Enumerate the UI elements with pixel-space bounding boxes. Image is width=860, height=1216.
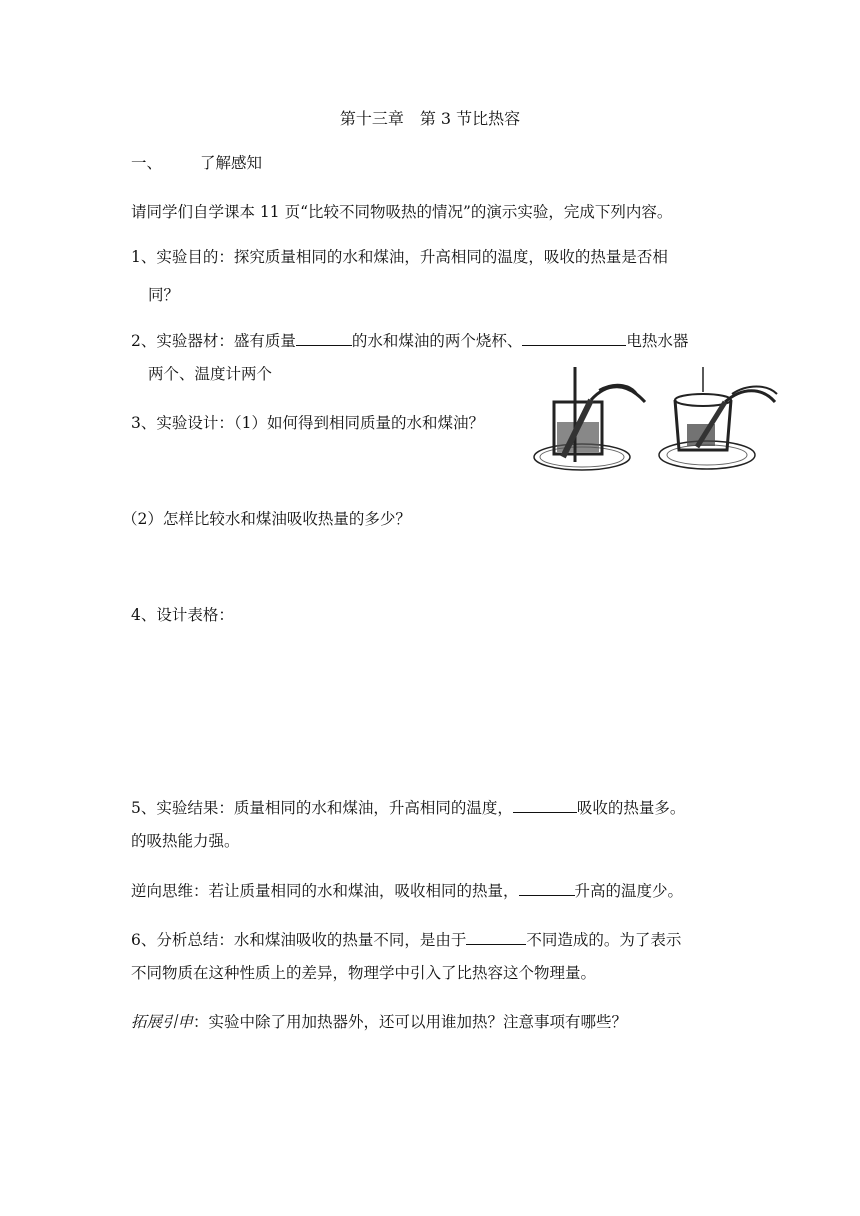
- beaker-right: [659, 367, 777, 469]
- extension-text: ：实验中除了用加热器外，还可以用谁加热？注意事项有哪些？: [193, 1013, 628, 1031]
- item3-line2: （2）怎样比较水和煤油吸收热量的多少？: [122, 510, 411, 528]
- section-title: 了解感知: [200, 154, 263, 172]
- item1-line2: 同？: [148, 286, 180, 304]
- item5-text-a: 5、实验结果：质量相同的水和煤油，升高相同的温度，: [131, 799, 513, 817]
- item2-line2: 两个、温度计两个: [148, 365, 273, 383]
- reverse-text-a: 逆向思维：若让质量相同的水和煤油，吸收相同的热量，: [131, 882, 519, 900]
- reverse-text-b: 升高的温度少。: [574, 882, 684, 900]
- item3-line1: 3、实验设计：（1）如何得到相同质量的水和煤油？: [131, 414, 484, 432]
- experiment-beakers-image: [527, 362, 787, 482]
- page-title: 第十三章 第 3 节比热容: [339, 109, 521, 128]
- extension-label: 拓展引申: [131, 1013, 194, 1031]
- fill-blank[interactable]: [466, 928, 526, 945]
- item2-text-a: 2、实验器材：盛有质量: [131, 332, 296, 350]
- item6-line1: [131, 928, 681, 951]
- item4-heading: 4、设计表格：: [131, 606, 234, 624]
- intro-paragraph: 请同学们自学课本 11 页“比较不同物吸热的情况”的演示实验，完成下列内容。: [131, 203, 673, 221]
- item2-text-b: 的水和煤油的两个烧杯、: [351, 332, 523, 350]
- item1-line1: 1、实验目的：探究质量相同的水和煤油，升高相同的温度，吸收的热量是否相: [131, 248, 668, 266]
- item2-line1: [131, 329, 688, 352]
- fill-blank[interactable]: [519, 879, 575, 896]
- fill-blank[interactable]: [522, 329, 626, 346]
- beaker-left: [534, 367, 645, 470]
- section-heading: [131, 152, 262, 174]
- fill-blank[interactable]: [296, 329, 352, 346]
- item5-text-b: 吸收的热量多。: [576, 799, 686, 817]
- item5-line2: 的吸热能力强。: [131, 832, 240, 850]
- item5-line1: [131, 796, 685, 819]
- item6-text-a: 6、分析总结：水和煤油吸收的热量不同，是由于: [131, 931, 467, 949]
- item6-line2: 不同物质在这种性质上的差异，物理学中引入了比热容这个物理量。: [131, 964, 597, 982]
- extension-paragraph: [131, 1011, 627, 1033]
- reverse-thinking: [131, 879, 683, 902]
- section-number: 一、: [131, 154, 163, 172]
- fill-blank[interactable]: [513, 796, 577, 813]
- item6-text-b: 不同造成的。为了表示: [526, 931, 682, 949]
- item2-text-c: 电热水器: [626, 332, 689, 350]
